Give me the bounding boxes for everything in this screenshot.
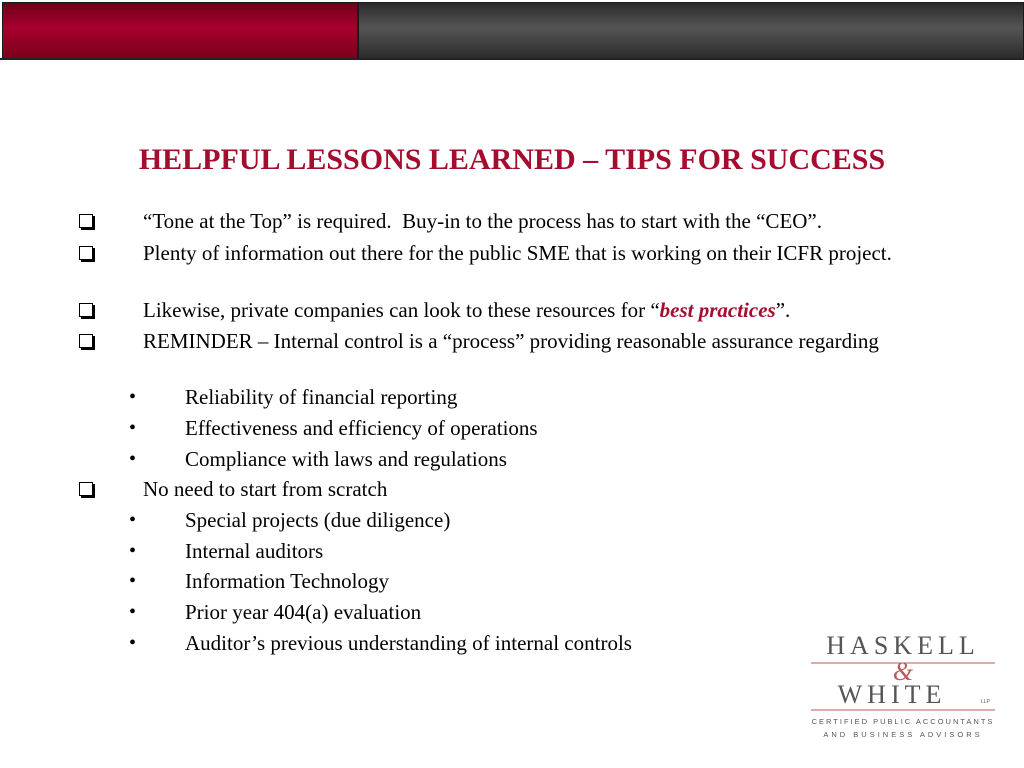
checkbox-bullet-icon xyxy=(79,246,93,260)
dot-bullet-icon: • xyxy=(129,509,137,531)
sub-bullet-text: Effectiveness and efficiency of operations xyxy=(185,416,538,440)
sub-bullet-text: Internal auditors xyxy=(185,539,324,563)
bullet-text: Plenty of information out there for the public SME that is working on their ICFR project. xyxy=(143,241,892,265)
bullet-text-before: Likewise, private companies can look to these resources for “ xyxy=(143,298,660,322)
dot-bullet-icon: • xyxy=(129,540,137,562)
dot-bullet-icon: • xyxy=(129,570,137,592)
header-divider xyxy=(0,58,1024,60)
dot-bullet-icon: • xyxy=(129,386,137,408)
dot-bullet-icon: • xyxy=(129,448,137,470)
slide-title: HELPFUL LESSONS LEARNED – TIPS FOR SUCCESS xyxy=(138,143,886,176)
logo-ampersand: & xyxy=(892,657,914,686)
emphasis-best-practices: best practices xyxy=(659,298,776,322)
checkbox-bullet-icon xyxy=(79,214,93,228)
checkbox-bullet-icon xyxy=(79,303,93,317)
bullet-text: REMINDER – Internal control is a “process” providing reasonable assurance regarding xyxy=(143,329,879,353)
logo-tagline2: AND BUSINESS ADVISORS xyxy=(823,730,983,739)
dot-bullet-icon: • xyxy=(129,632,137,654)
checkbox-bullet-icon xyxy=(79,482,93,496)
logo-line2: WHITE xyxy=(837,680,947,709)
bullet-text xyxy=(143,299,979,322)
sub-bullet-text: Auditor’s previous understanding of internal controls xyxy=(185,631,632,655)
logo-tagline1: CERTIFIED PUBLIC ACCOUNTANTS xyxy=(811,717,995,726)
logo-llp: LLP xyxy=(981,699,990,705)
logo-line1: HASKELL xyxy=(826,631,980,660)
header-bar xyxy=(0,0,1024,60)
sub-bullet-text: Compliance with laws and regulations xyxy=(185,447,507,471)
checkbox-bullet-icon xyxy=(79,334,93,348)
dot-bullet-icon: • xyxy=(129,417,137,439)
haskell-white-logo xyxy=(808,630,998,740)
bullet-text-after: ”. xyxy=(775,298,791,322)
header-bar-accent xyxy=(2,2,358,59)
dot-bullet-icon: • xyxy=(129,601,137,623)
sub-bullet-text: Prior year 404(a) evaluation xyxy=(185,600,422,624)
bullet-text: “Tone at the Top” is required. Buy-in to the process has to start with the “CEO”. xyxy=(143,209,823,233)
header-bar-dark xyxy=(358,2,1024,59)
sub-bullet-text: Reliability of financial reporting xyxy=(185,385,458,409)
sub-bullet-text: Special projects (due diligence) xyxy=(185,508,451,532)
bullet-text: No need to start from scratch xyxy=(143,477,388,501)
sub-bullet-text: Information Technology xyxy=(185,569,390,593)
